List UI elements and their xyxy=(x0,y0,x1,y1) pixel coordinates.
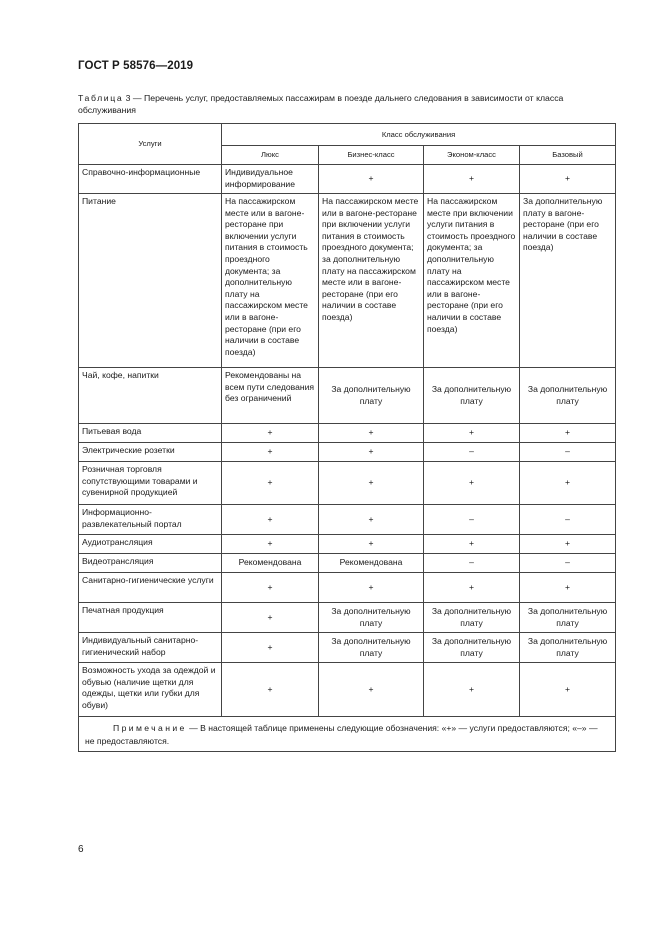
cell-lux: + xyxy=(222,603,319,633)
cell-economy: – xyxy=(424,554,520,573)
service-name: Розничная торговля сопутствующими товарами и сувенирной продукцией xyxy=(79,462,222,505)
table-row xyxy=(79,165,616,194)
cell-lux: + xyxy=(222,462,319,505)
service-name: Индивидуальный санитарно-гигиенический набор xyxy=(79,633,222,663)
cell-economy: – xyxy=(424,505,520,535)
cell-basic: – xyxy=(520,505,616,535)
cell-basic: За дополнительную плату в вагоне-ресторане (при его наличии в составе поезда) xyxy=(520,194,616,368)
cell-economy: + xyxy=(424,424,520,443)
cell-lux: + xyxy=(222,633,319,663)
header-class-basic: Базовый xyxy=(520,146,616,165)
cell-business: + xyxy=(319,443,424,462)
cell-economy: + xyxy=(424,663,520,717)
cell-lux: Рекомендованы на всем пути следования без ограничений xyxy=(222,368,319,424)
cell-business: + xyxy=(319,462,424,505)
cell-lux: + xyxy=(222,535,319,554)
table-row xyxy=(79,505,616,535)
cell-basic: + xyxy=(520,424,616,443)
cell-economy: На пассажирском месте при включении услуги питания в стоимость проездного документа; за дополнительную плату на пассажирском месте или в вагоне-ресторане (при его наличии в составе поезда) xyxy=(424,194,520,368)
cell-basic: За дополнительную плату xyxy=(520,603,616,633)
cell-basic: – xyxy=(520,554,616,573)
cell-business: + xyxy=(319,424,424,443)
cell-economy: + xyxy=(424,462,520,505)
table-note xyxy=(79,717,616,752)
table-caption xyxy=(78,92,616,116)
cell-business: + xyxy=(319,663,424,717)
service-name: Чай, кофе, напитки xyxy=(79,368,222,424)
service-name: Электрические розетки xyxy=(79,443,222,462)
cell-economy: + xyxy=(424,165,520,194)
header-class-business: Бизнес-класс xyxy=(319,146,424,165)
cell-basic: + xyxy=(520,165,616,194)
cell-basic: – xyxy=(520,443,616,462)
cell-economy: – xyxy=(424,443,520,462)
cell-business: Рекомендована xyxy=(319,554,424,573)
cell-lux: + xyxy=(222,424,319,443)
table-note-row xyxy=(79,717,616,752)
service-name: Возможность ухода за одеждой и обувью (наличие щетки для одежды, щетки или губки для обуви) xyxy=(79,663,222,717)
cell-lux: На пассажирском месте или в вагоне-ресторане при включении услуги питания в стоимость проездного документа; за дополнительную плату на пассажирском месте или в вагоне-ресторане (при его наличии в составе поезда) xyxy=(222,194,319,368)
cell-basic: + xyxy=(520,462,616,505)
cell-lux: + xyxy=(222,573,319,603)
table-row xyxy=(79,554,616,573)
table-row xyxy=(79,535,616,554)
cell-economy: За дополнительную плату xyxy=(424,368,520,424)
table-row xyxy=(79,424,616,443)
service-name: Питание xyxy=(79,194,222,368)
cell-economy: + xyxy=(424,573,520,603)
service-name: Информационно-развлекательный портал xyxy=(79,505,222,535)
cell-business: За дополнительную плату xyxy=(319,603,424,633)
table-caption-text: 3 — Перечень услуг, предоставляемых пассажирам в поезде дальнего следования в зависимости от класса обслуживания xyxy=(78,93,564,115)
cell-business: На пассажирском месте или в вагоне-ресторане при включении услуги питания в стоимость проездного документа; за дополнительную плату на пассажирском месте или в вагоне-ресторане (при его наличии в составе поезда) xyxy=(319,194,424,368)
cell-economy: За дополнительную плату xyxy=(424,603,520,633)
table-note-label: Примечание xyxy=(113,723,187,733)
table-row xyxy=(79,603,616,633)
cell-economy: За дополнительную плату xyxy=(424,633,520,663)
cell-business: + xyxy=(319,165,424,194)
cell-business: + xyxy=(319,573,424,603)
cell-basic: + xyxy=(520,573,616,603)
service-name: Печатная продукция xyxy=(79,603,222,633)
header-class-lux: Люкс xyxy=(222,146,319,165)
service-name: Аудиотрансляция xyxy=(79,535,222,554)
cell-basic: + xyxy=(520,663,616,717)
cell-business: + xyxy=(319,535,424,554)
cell-business: + xyxy=(319,505,424,535)
cell-lux: + xyxy=(222,663,319,717)
cell-business: За дополнительную плату xyxy=(319,633,424,663)
cell-lux: + xyxy=(222,443,319,462)
service-name: Санитарно-гигиенические услуги xyxy=(79,573,222,603)
table-row xyxy=(79,443,616,462)
document-standard-number: ГОСТ Р 58576—2019 xyxy=(78,60,194,72)
cell-lux: Индивидуальное информирование xyxy=(222,165,319,194)
header-class-economy: Эконом-класс xyxy=(424,146,520,165)
header-service-class: Класс обслуживания xyxy=(222,124,616,146)
services-table xyxy=(78,123,616,752)
table-row xyxy=(79,462,616,505)
table-row xyxy=(79,194,616,368)
page-number: 6 xyxy=(78,844,84,855)
cell-basic: За дополнительную плату xyxy=(520,633,616,663)
service-name: Питьевая вода xyxy=(79,424,222,443)
cell-basic: + xyxy=(520,535,616,554)
table-row xyxy=(79,368,616,424)
table-caption-label: Таблица xyxy=(78,93,124,103)
table-row xyxy=(79,573,616,603)
cell-business: За дополнительную плату xyxy=(319,368,424,424)
cell-economy: + xyxy=(424,535,520,554)
service-name: Справочно-информационные xyxy=(79,165,222,194)
cell-lux: Рекомендована xyxy=(222,554,319,573)
cell-basic: За дополнительную плату xyxy=(520,368,616,424)
header-services: Услуги xyxy=(79,124,222,165)
service-name: Видеотрансляция xyxy=(79,554,222,573)
cell-lux: + xyxy=(222,505,319,535)
table-note-text: — В настоящей таблице применены следующие обозначения: «+» — услуги предоставляются; «–» — не предоставляются. xyxy=(85,723,598,746)
table-row xyxy=(79,633,616,663)
table-row xyxy=(79,663,616,717)
